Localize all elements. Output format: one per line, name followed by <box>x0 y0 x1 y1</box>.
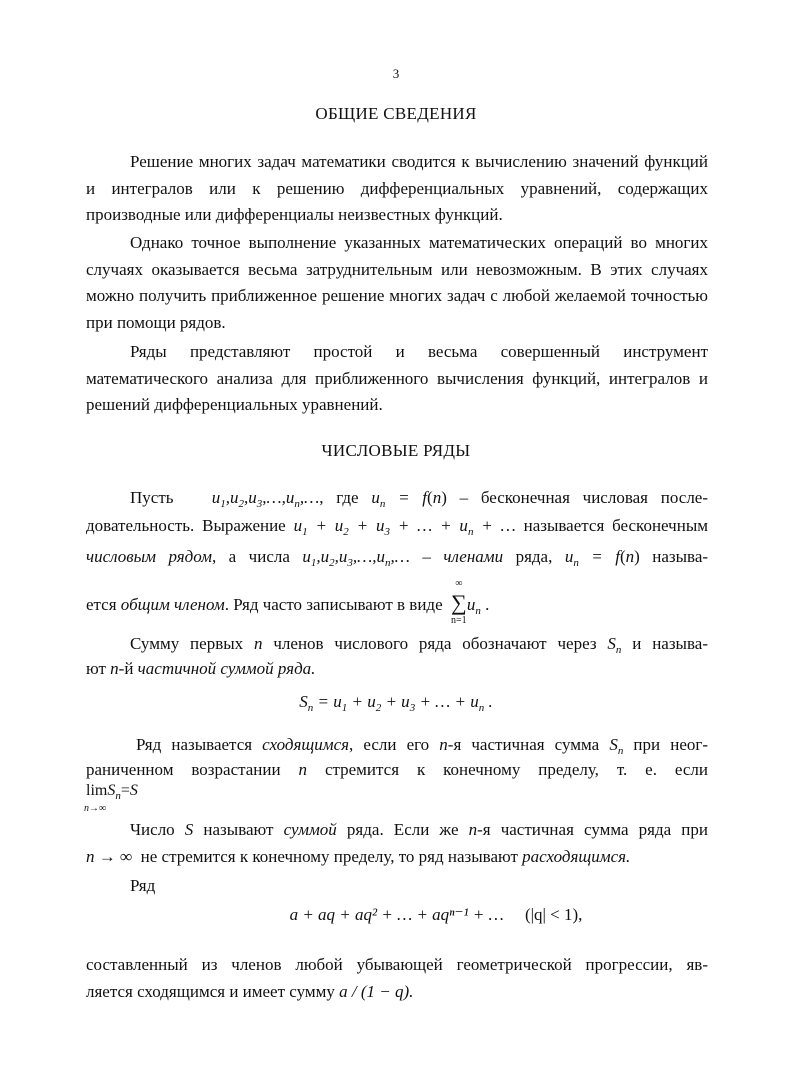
geom-sum: a / (1 − q). <box>339 982 414 1001</box>
series-def-line-2 <box>86 516 708 536</box>
paragraph-1: Решение многих задач математики сводится к вычислению значений функций и интегралов или к решению дифференциальных уравнений, содержащих производные или дифференциалы неизвестных функций. <box>86 152 708 225</box>
series-label: Ряд <box>130 876 156 895</box>
var-n: n <box>110 659 119 678</box>
lim-text: lim <box>86 782 108 799</box>
lim-under: n→∞ <box>84 803 107 814</box>
section-title-general: ОБЩИЕ СВЕДЕНИЯ <box>315 104 477 123</box>
paragraph-2: Однако точное выполнение указанных математических операций во многих случаях оказывается весьма затруднительным или невозможным. В этих случаях можно получить приближенное решение многих задач с любой желаемой точностью при помощи рядов. <box>86 233 708 333</box>
text: -я частичная сумма <box>447 735 610 754</box>
term-divergent: расходящимся. <box>522 847 631 866</box>
term-members: членами <box>443 547 504 566</box>
geom-condition: (|q| < 1), <box>524 905 583 924</box>
var-n: n <box>468 820 478 839</box>
text: ляется сходящимся и имеет сумму <box>86 982 335 1001</box>
text: раниченном возрастании <box>86 760 299 779</box>
text: ряда. Если же <box>336 820 469 839</box>
text: членов числового ряда обозначают через <box>262 634 608 653</box>
divergence-line-1 <box>86 820 708 840</box>
text: называ- <box>639 547 709 566</box>
text: и называ- <box>621 634 708 653</box>
text: , где <box>319 488 359 507</box>
text: при неог- <box>623 735 709 754</box>
text: Число <box>130 820 185 839</box>
divergence-line-2 <box>86 847 708 867</box>
series-sum-formula: $u_1 + u_2 + u_3$ + … + $u_n$ + … <box>293 516 516 538</box>
text: – <box>409 547 444 566</box>
term-numerical-series: числовым рядом <box>86 547 212 566</box>
text: ют <box>86 659 111 678</box>
term-partial-sum: частичной суммой ряда. <box>137 659 316 678</box>
series-def-line-4: ется общим членом. Ряд часто записывают в виде ∑ ∞ n=1 $u_n$ . <box>86 578 490 626</box>
geom-series: a + aq + aq² + … + aqⁿ⁻¹ + … <box>289 905 504 924</box>
term-sum: суммой <box>283 820 337 839</box>
term-convergent: сходящимся <box>262 735 350 754</box>
series-def-line-1: Пусть $u_1,u_2,u_3,\dots,u_n,\dots$, где $u_n = f(n)$ – бесконечная числовая после- <box>86 488 708 508</box>
text: – бесконечная числовая после- <box>446 488 709 507</box>
var-n: n <box>254 634 263 653</box>
text: ряда, <box>503 547 553 566</box>
sequence-formula: $u_1,u_2,u_3,\dots,u_n,\dots$ <box>211 488 320 510</box>
members-formula: $u_1,u_2,u_3,\dots,u_n,\dots$ <box>302 547 410 569</box>
text: , а числа <box>211 547 290 566</box>
text: называют <box>193 820 284 839</box>
general-term-formula-2: $u_n = f$ <box>564 547 620 569</box>
text: -я частичная сумма ряда при <box>477 820 708 839</box>
page-number: 3 <box>392 66 400 81</box>
convergence-line-1 <box>86 735 708 755</box>
limit-formula: lim n→∞ $S_n=S$ <box>84 782 138 814</box>
text: Сумму первых <box>130 634 255 653</box>
partial-sum-line-2 <box>86 659 708 679</box>
geometric-series-formula <box>0 905 792 925</box>
geometric-line-1 <box>86 955 708 975</box>
var-sn: $S_n$ <box>607 634 622 656</box>
text: Пусть <box>130 488 174 507</box>
text: , если его <box>349 735 440 754</box>
section-title-number-series: ЧИСЛОВЫЕ РЯДЫ <box>321 441 471 460</box>
var-s: S <box>184 820 194 839</box>
text: ется <box>86 595 121 614</box>
var-n: n <box>298 760 308 779</box>
text: стремится к конечному пределу, т. е. если <box>307 760 708 779</box>
term-general-member: общим членом <box>120 595 225 614</box>
text: не стремится к конечному пределу, то ряд называют <box>140 847 523 866</box>
general-term-formula: $u_n = f$ <box>371 488 428 510</box>
text: Ряд называется <box>136 735 263 754</box>
series-def-line-3: числовым рядом, а числа $u_1,u_2,u_3,\dots,u_n,\dots$ – членами ряда, $u_n = f(n)$ называ- <box>86 547 709 569</box>
text: составленный из членов любой убывающей геометрической прогрессии, яв- <box>86 955 708 974</box>
n-to-infinity: n → ∞ <box>86 847 133 866</box>
convergence-line-2 <box>86 760 708 780</box>
text: . Ряд часто записывают в виде <box>224 595 443 614</box>
text: называется бесконечным <box>523 516 709 535</box>
sigma-notation: ∑ ∞ n=1 <box>451 578 467 626</box>
var-sn: $S_n$ <box>609 735 624 757</box>
text: -й <box>118 659 138 678</box>
geometric-line-2 <box>86 982 708 1002</box>
paragraph-3: Ряды представляют простой и весьма совершенный инструмент математического анализа для приближенного вычисления функций, интегралов и решений дифференциальных уравнений. <box>86 342 708 415</box>
partial-sum-formula: $S_n = u_1 + u_2 + u_3$ + … + $u_n$ . <box>299 692 493 714</box>
partial-sum-line-1 <box>86 634 708 654</box>
var-n: n <box>439 735 448 754</box>
text: довательность. Выражение <box>86 516 286 535</box>
